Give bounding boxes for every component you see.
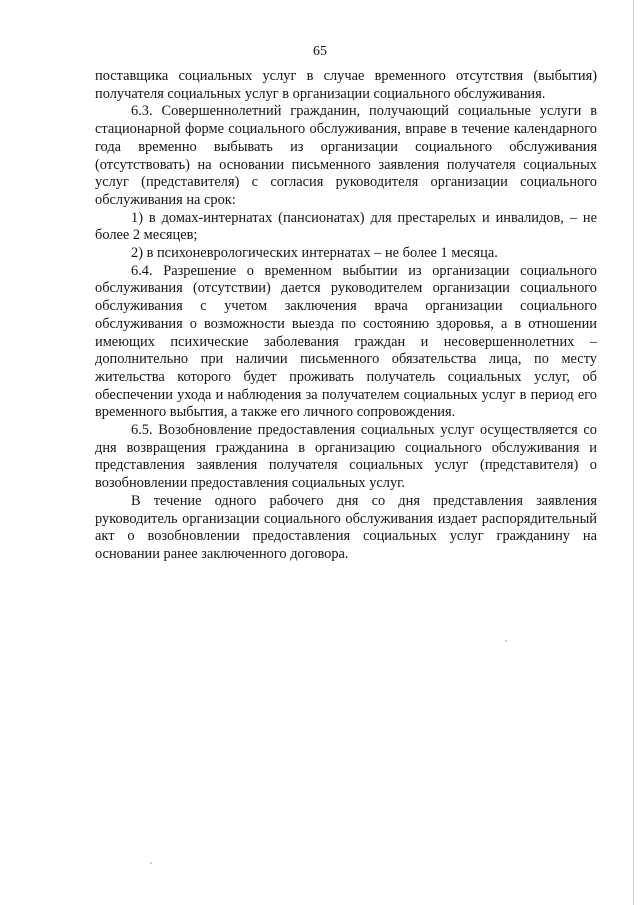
scan-speck — [150, 862, 152, 864]
paragraph-6-5: 6.5. Возобновление предоставления социальных услуг осуществляется со дня возвращения гражданина в организацию социального обслуживания и представления заявления получателя социальных услуг (представителя) о возобновлении предоставления социальных услуг. — [95, 422, 597, 492]
list-item-1: 1) в домах-интернатах (пансионатах) для престарелых и инвалидов, – не более 2 месяцев; — [95, 209, 597, 244]
paragraph-6-3: 6.3. Совершеннолетний гражданин, получающий социальные услуги в стационарной форме социального обслуживания, вправе в течение календарного года временно выбывать из организации социального обслуживания (отсутствовать) на основании письменного заявления получателя социальных услуг (представителя) с согласия руководителя организации социального обслуживания на срок: — [95, 103, 597, 208]
page-number: 65 — [313, 44, 327, 59]
paragraph-continuation: поставщика социальных услуг в случае временного отсутствия (выбытия) получателя социальных услуг в организации социального обслуживания. — [95, 68, 597, 102]
paragraph-6-4: 6.4. Разрешение о временном выбытии из организации социального обслуживания (отсутствии) дается руководителем организации социального обслуживания с учетом заключения врача организации социального обслуживания о возможности выезда по состоянию здоровья, а в отношении имеющих психические заболевания граждан и несовершеннолетних – дополнительно при наличии письменного обязательства лица, по месту жительства которого будет проживать получатель социальных услуг, об обеспечении ухода и наблюдения за получателем социальных услуг в период его временного выбытия, а также его личного сопровождения. — [95, 262, 597, 421]
list-item-2: 2) в психоневрологических интернатах – не более 1 месяца. — [131, 245, 498, 262]
scan-speck — [505, 640, 507, 642]
paragraph-resumption-act: В течение одного рабочего дня со дня представления заявления руководитель организации социального обслуживания издает распорядительный акт о возобновлении предоставления социальных услуг гражданину на основании ранее заключенного договора. — [95, 492, 597, 562]
document-body — [95, 68, 597, 564]
scan-edge-line — [633, 0, 634, 905]
